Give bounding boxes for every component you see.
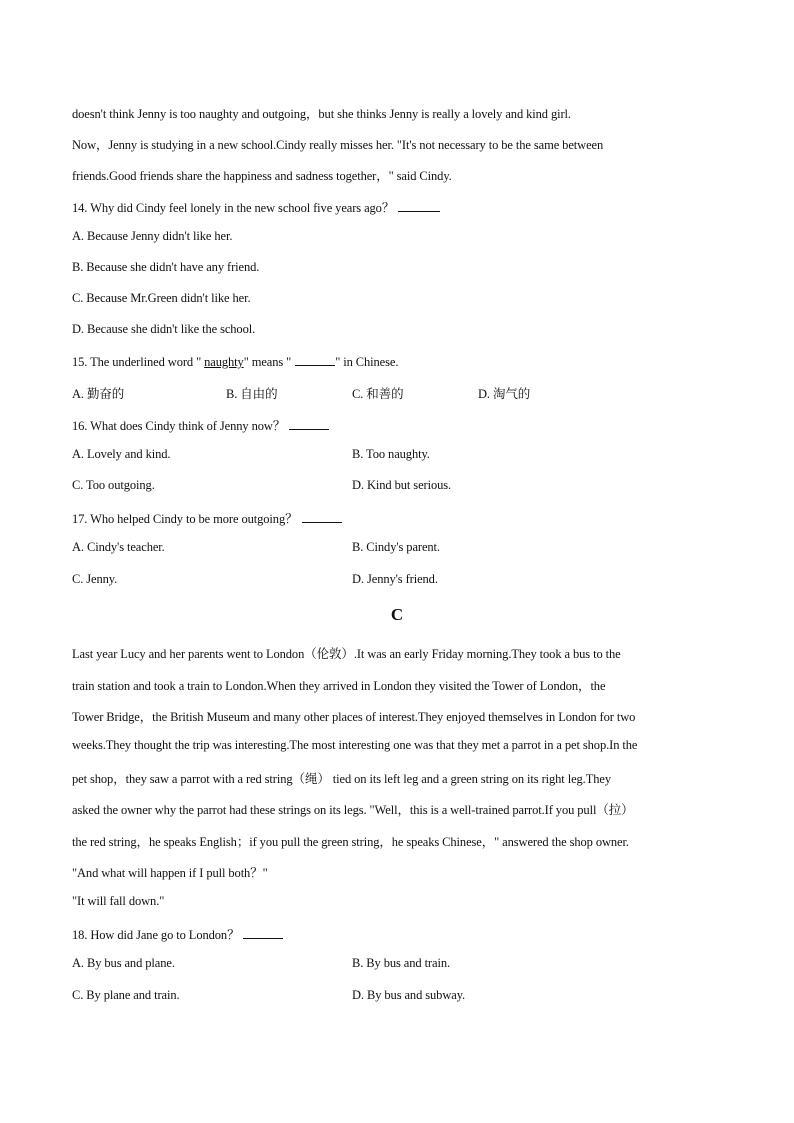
question-stem: 16. What does Cindy think of Jenny now？: [72, 419, 286, 433]
option-16a: A. Lovely and kind.: [72, 447, 171, 461]
option-14c: C. Because Mr.Green didn't like her.: [72, 291, 251, 305]
question-14: [72, 198, 440, 216]
passage-text-line: asked the owner why the parrot had these strings on its legs. "Well，this is a well-trained parrot.If you pull（拉）: [72, 803, 634, 817]
option-16b: B. Too naughty.: [352, 447, 430, 461]
question-stem: 18. How did Jane go to London？: [72, 928, 240, 942]
passage-text-line: "And what will happen if I pull both？": [72, 866, 268, 880]
passage-text-line: Now，Jenny is studying in a new school.Cindy really misses her. "It's not necessary to be the same between: [72, 138, 604, 152]
question-16: [72, 416, 329, 434]
passage-text-line: the red string，he speaks English；if you pull the green string，he speaks Chinese，" answered the shop owner.: [72, 835, 629, 849]
option-15b: B. 自由的: [226, 387, 278, 401]
underlined-word: naughty: [204, 355, 244, 369]
option-18c: C. By plane and train.: [72, 988, 180, 1002]
passage-text-line: Tower Bridge，the British Museum and many other places of interest.They enjoyed themselves in London for two: [72, 710, 636, 724]
option-18a: A. By bus and plane.: [72, 956, 175, 970]
question-stem: 15. The underlined word ": [72, 355, 205, 369]
question-17: [72, 509, 342, 527]
answer-blank: [302, 510, 342, 523]
passage-text-line: "It will fall down.": [72, 894, 165, 908]
passage-text-line: train station and took a train to London.When they arrived in London they visited the Tower of London，the: [72, 679, 606, 693]
answer-blank: [295, 353, 335, 366]
answer-blank: [289, 417, 329, 430]
question-stem-mid: " means ": [243, 355, 292, 369]
question-stem: 14. Why did Cindy feel lonely in the new school five years ago？: [72, 201, 395, 215]
option-14b: B. Because she didn't have any friend.: [72, 260, 260, 274]
option-17a: A. Cindy's teacher.: [72, 540, 165, 554]
option-16c: C. Too outgoing.: [72, 478, 155, 492]
option-17d: D. Jenny's friend.: [352, 572, 438, 586]
option-14a: A. Because Jenny didn't like her.: [72, 229, 233, 243]
section-heading: C: [390, 605, 404, 624]
passage-text-line: doesn't think Jenny is too naughty and outgoing，but she thinks Jenny is really a lovely and kind girl.: [72, 107, 571, 121]
question-15: [72, 353, 398, 370]
answer-blank: [243, 926, 283, 939]
question-stem-end: " in Chinese.: [335, 355, 399, 369]
option-15c: C. 和善的: [352, 387, 404, 401]
passage-text-line: friends.Good friends share the happiness and sadness together，" said Cindy.: [72, 169, 452, 183]
option-15a: A. 勤奋的: [72, 387, 125, 401]
question-18: [72, 925, 283, 943]
passage-text-line: pet shop，they saw a parrot with a red string（绳） tied on its left leg and a green string on its right leg.They: [72, 772, 611, 786]
option-17c: C. Jenny.: [72, 572, 118, 586]
answer-blank: [398, 199, 440, 212]
passage-text-line: weeks.They thought the trip was interesting.The most interesting one was that they met a parrot in a pet shop.In the: [72, 738, 638, 752]
option-16d: D. Kind but serious.: [352, 478, 452, 492]
option-18b: B. By bus and train.: [352, 956, 450, 970]
option-14d: D. Because she didn't like the school.: [72, 322, 256, 336]
question-stem: 17. Who helped Cindy to be more outgoing？: [72, 512, 298, 526]
option-17b: B. Cindy's parent.: [352, 540, 440, 554]
option-15d: D. 淘气的: [478, 387, 531, 401]
passage-text-line: Last year Lucy and her parents went to London（伦敦）.It was an early Friday morning.They took a bus to the: [72, 647, 621, 661]
option-18d: D. By bus and subway.: [352, 988, 466, 1002]
